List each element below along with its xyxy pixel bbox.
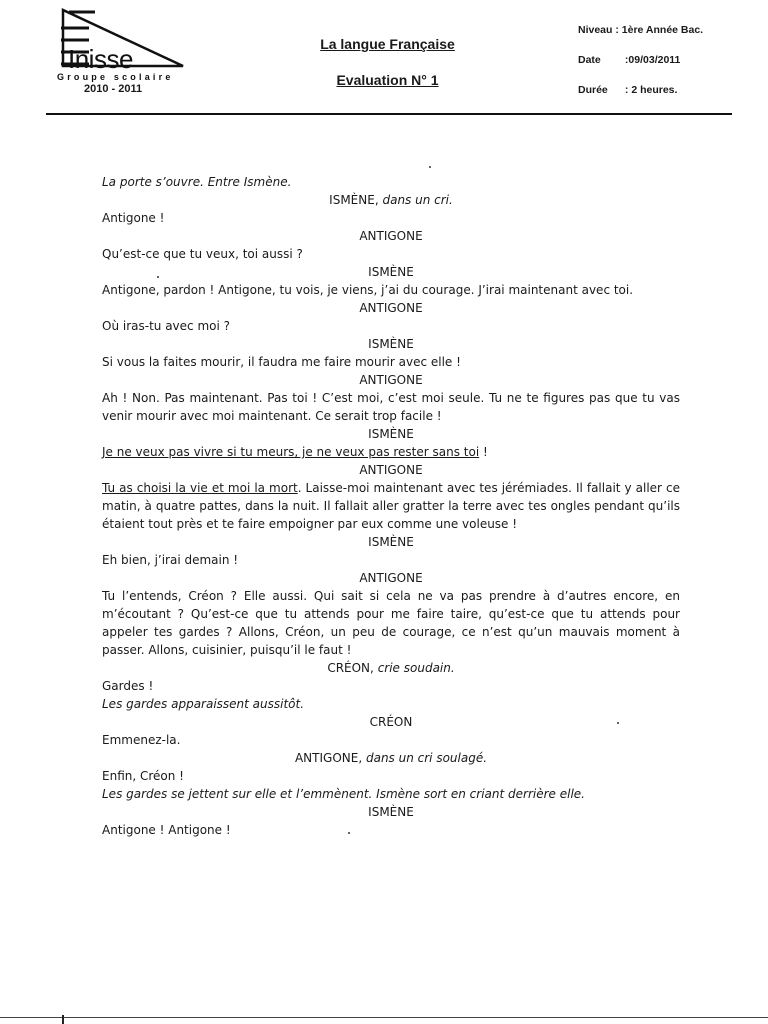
document-header (0, 0, 768, 125)
meta-duration-label: Durée (578, 84, 608, 96)
speaker-name: ISMÈNE, (329, 193, 379, 207)
page-bottom-edge (0, 1017, 768, 1018)
dialogue-line: Enfin, Créon ! (102, 769, 184, 783)
dialogue-line: Antigone, pardon ! Antigone, tu vois, je viens, j’ai du courage. J’irai maintenant avec toi. (102, 283, 634, 297)
underlined-text: Tu as choisi la vie et moi la mort (102, 481, 298, 495)
speaker-name: CRÉON, (327, 661, 374, 675)
speaker-name: ANTIGONE (359, 229, 423, 243)
speaker-name: ISMÈNE (368, 805, 414, 819)
underlined-text: Je ne veux pas vivre si tu meurs, je ne veux pas rester sans toi (102, 445, 480, 459)
speaker-direction: crie soudain. (377, 661, 455, 675)
meta-duration-value: : 2 heures. (624, 84, 678, 96)
dialogue-line: Tu l’entends, Créon ? Elle aussi. Qui sait si cela ne va pas prendre à d’autres encore, en m’écoutant ? Qu’est-ce que tu attends pour me faire taire, qu’est-ce que tu attends pour appeler tes gardes ? Allons, Créon, un peu de courage, ce n’est qu’un mauvais moment à passer. Allons, cuisinier, puisqu’il le faut ! (102, 589, 680, 657)
title-block (285, 36, 490, 88)
speaker-name: ANTIGONE, (294, 751, 363, 765)
dialogue-line: Eh bien, j’irai demain ! (102, 553, 239, 567)
speaker-line (102, 191, 680, 209)
school-year: 2010 - 2011 (84, 83, 143, 95)
speaker-name: ISMÈNE (368, 337, 414, 351)
dialogue-line: Si vous la faites mourir, il faudra me faire mourir avec elle ! (102, 355, 461, 369)
meta-level (578, 24, 703, 54)
dialogue-line: Gardes ! (102, 679, 154, 693)
stage-direction: Les gardes apparaissent aussitôt. (102, 697, 305, 711)
speaker-name: ANTIGONE (359, 571, 423, 585)
speaker-name: ISMÈNE (368, 427, 414, 441)
dialogue-line: Antigone ! Antigone ! (102, 823, 231, 837)
play-excerpt (102, 173, 680, 839)
speaker-name: ANTIGONE (359, 463, 423, 477)
speaker-line (102, 749, 680, 767)
speaker-name: ISMÈNE (368, 535, 414, 549)
dialogue-line: Antigone ! (102, 211, 165, 225)
speaker-name: ANTIGONE (359, 373, 423, 387)
speaker-direction: dans un cri soulagé. (365, 751, 488, 765)
meta-date (578, 54, 703, 84)
dialogue-line (102, 479, 680, 533)
dialogue-line (102, 443, 680, 461)
meta-level-label: Niveau : (578, 24, 619, 36)
meta-date-label: Date (578, 54, 601, 66)
stage-direction: Les gardes se jettent sur elle et l’emmènent. Ismène sort en criant derrière elle. (102, 787, 585, 801)
speaker-name: CRÉON (369, 715, 413, 729)
dialogue-line: Où iras-tu avec moi ? (102, 319, 230, 333)
dialogue-line: Qu’est-ce que tu veux, toi aussi ? (102, 247, 303, 261)
dialogue-line: Emmenez-la. (102, 733, 181, 747)
scan-speck (617, 722, 619, 724)
page-subtitle: Evaluation N° 1 (336, 72, 439, 88)
speaker-line (102, 659, 680, 677)
logo-subtitle: Groupe scolaire (57, 72, 174, 82)
dialogue-end: ! (479, 445, 488, 459)
speaker-direction: dans un cri. (382, 193, 453, 207)
dialogue-rest: . Laisse-moi maintenant avec tes jérémiades. Il fallait y aller ce matin, à quatre pattes, dans la nuit. Il fallait aller gratter la terre avec tes ongles pendant qu’ils étaient tout près et te faire empoigner par eux comme une voleuse ! (102, 481, 680, 531)
page-bottom-mark (62, 1015, 64, 1024)
page-title: La langue Française (320, 36, 455, 52)
dialogue-line: Ah ! Non. Pas maintenant. Pas toi ! C’est moi, c’est moi seule. Tu ne te figures pas que tu vas venir mourir avec moi maintenant. Ce serait trop facile ! (102, 391, 680, 423)
stage-direction: La porte s’ouvre. Entre Ismène. (102, 175, 292, 189)
exam-meta (578, 24, 703, 114)
scan-speck (348, 832, 350, 834)
scan-speck (429, 166, 431, 168)
meta-date-value: :09/03/2011 (624, 54, 681, 66)
meta-duration (578, 84, 703, 114)
logo-name: Inisse (68, 44, 133, 74)
header-divider (46, 113, 732, 115)
speaker-name: ISMÈNE (368, 265, 414, 279)
scan-speck (157, 276, 159, 278)
speaker-name: ANTIGONE (359, 301, 423, 315)
school-logo (55, 8, 195, 88)
meta-level-value: 1ère Année Bac. (621, 24, 704, 36)
